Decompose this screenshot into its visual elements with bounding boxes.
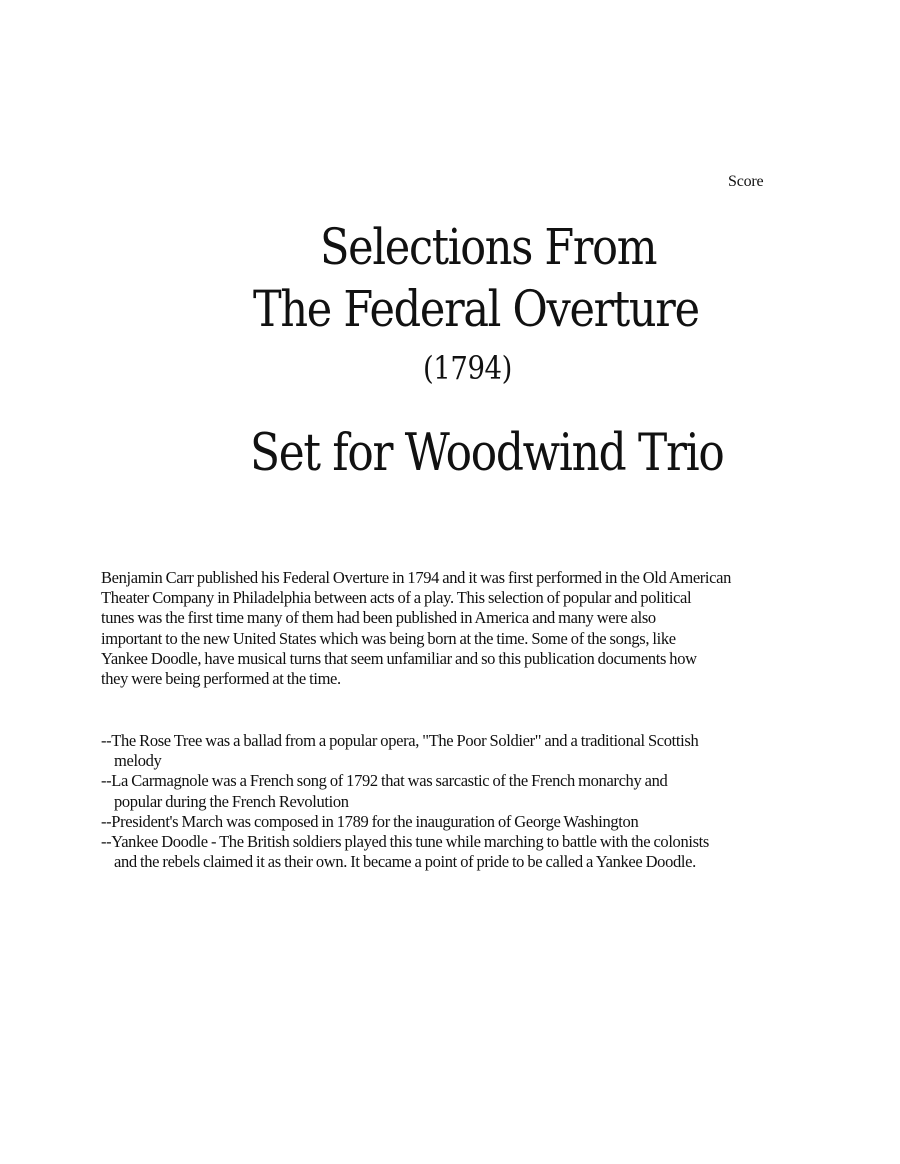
intro-line: tunes was the first time many of them had been published in America and many were also — [101, 608, 656, 628]
song-note-yankee-doodle — [101, 832, 841, 872]
title-subtitle: Set for Woodwind Trio — [250, 424, 724, 483]
intro-line: Benjamin Carr published his Federal Overture in 1794 and it was first performed in the Old American — [101, 568, 732, 587]
note-line: popular during the French Revolution — [114, 791, 349, 811]
score-label: Score — [728, 173, 764, 190]
intro-paragraph — [101, 568, 841, 689]
song-note-presidents-march — [101, 812, 841, 832]
intro-line: Yankee Doodle, have musical turns that seem unfamiliar and so this publication documents how — [101, 648, 697, 668]
song-note-la-carmagnole — [101, 771, 841, 811]
note-line: melody — [114, 751, 162, 771]
note-line: --President's March was composed in 1789 for the inauguration of George Washington — [101, 811, 639, 831]
note-line: --The Rose Tree was a ballad from a popular opera, "The Poor Soldier" and a traditional Scottish — [101, 731, 699, 750]
intro-line: important to the new United States which was being born at the time. Some of the songs, like — [101, 628, 676, 648]
song-note-rose-tree — [101, 731, 841, 771]
note-line: --La Carmagnole was a French song of 1792 that was sarcastic of the French monarchy and — [101, 771, 668, 791]
title-line-1: Selections From — [320, 218, 657, 276]
note-line: --Yankee Doodle - The British soldiers played this tune while marching to battle with the colonists — [101, 832, 709, 852]
title-year: (1794) — [423, 349, 512, 387]
title-line-2: The Federal Overture — [253, 280, 699, 338]
intro-line: Theater Company in Philadelphia between acts of a play. This selection of popular and political — [101, 588, 692, 608]
note-line: and the rebels claimed it as their own. It became a point of pride to be called a Yankee Doodle. — [114, 852, 696, 872]
song-notes-list — [101, 731, 841, 872]
intro-line: they were being performed at the time. — [101, 669, 341, 689]
